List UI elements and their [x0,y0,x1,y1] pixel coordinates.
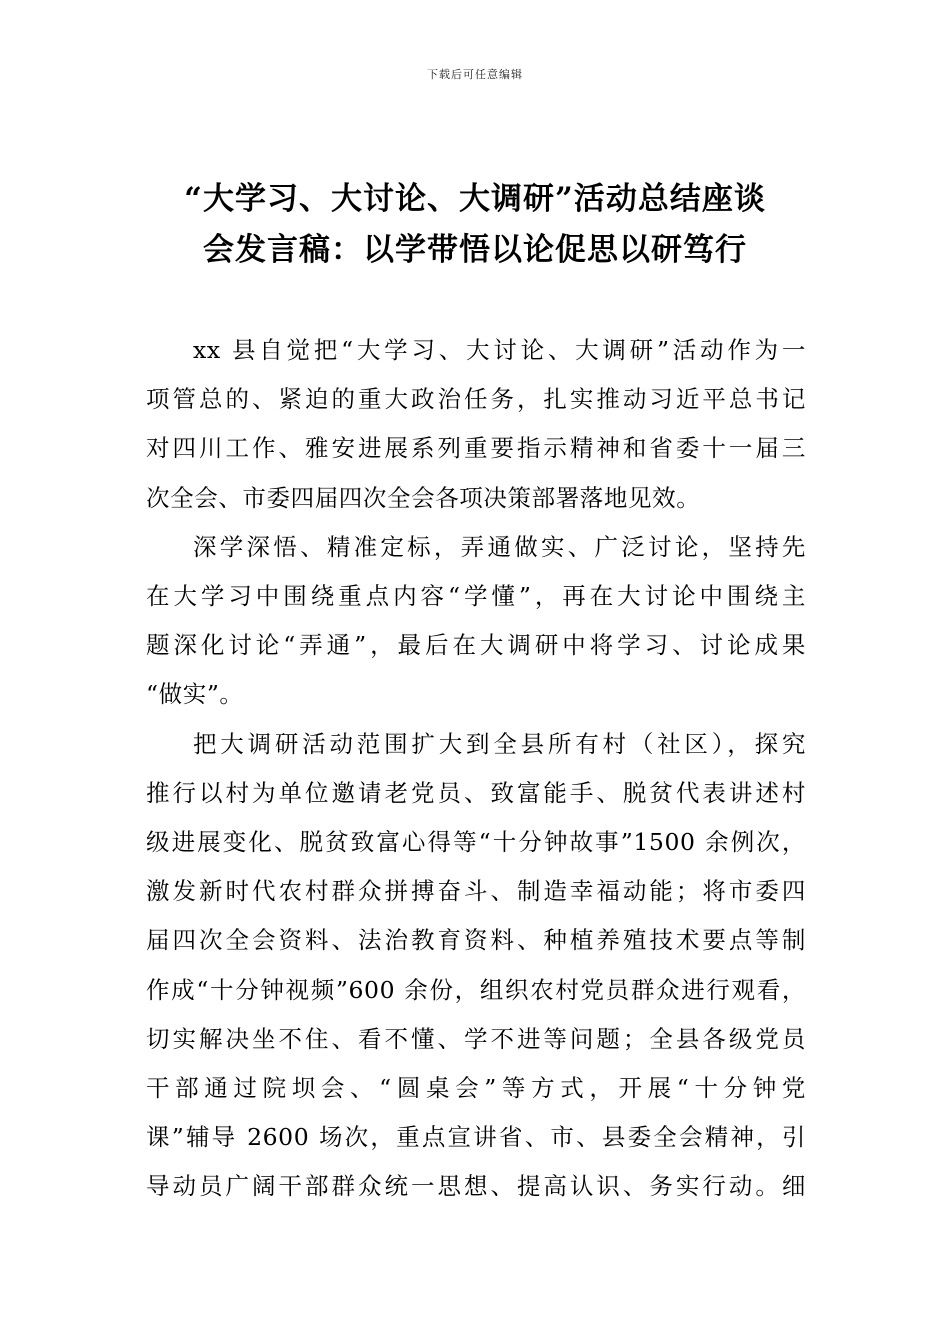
text-line: 级进展变化、脱贫致富心得等“十分钟故事”1500 余例次， [146,828,806,857]
text-line: 作成“十分钟视频”600 余份，组织农村党员群众进行观看， [146,975,806,1004]
text-line: 届四次全会资料、法治教育资料、种植养殖技术要点等制 [146,926,806,955]
title-line: 会发言稿：以学带悟以论促思以研笃行 [203,232,747,268]
paragraph [146,326,806,523]
text-line: 课”辅导 2600 场次，重点宣讲省、市、县委全会精神，引 [146,1123,806,1152]
text-line: 激发新时代农村群众拼搏奋斗、制造幸福动能；将市委四 [146,877,806,906]
text-line: 干部通过院坝会、“圆桌会”等方式，开展“十分钟党 [146,1074,806,1103]
paragraph [146,720,806,1212]
text-line: 切实解决坐不住、看不懂、学不进等问题；全县各级党员 [146,1024,806,1053]
document-title [140,174,810,276]
text-line: 把大调研活动范围扩大到全县所有村（社区），探究 [193,729,806,758]
text-line: 推行以村为单位邀请老党员、致富能手、脱贫代表讲述村 [146,778,806,807]
title-line: “大学习、大讨论、大调研”活动总结座谈 [184,181,766,217]
text-line: 导动员广阔干部群众统一思想、提高认识、务实行动。细 [146,1172,806,1201]
text-line: xx 县自觉把“大学习、大讨论、大调研”活动作为一 [193,336,806,364]
text-line: 对四川工作、雅安进展系列重要指示精神和省委十一届三 [146,434,806,463]
text-line: 深学深悟、精准定标，弄通做实、广泛讨论，坚持先 [193,532,806,561]
text-line: 项管总的、紧迫的重大政治任务，扎实推动习近平总书记 [146,385,806,414]
text-line: 在大学习中围绕重点内容“学懂”，再在大讨论中围绕主 [146,582,806,611]
text-line: “做实”。 [146,680,244,709]
header-note: 下载后可任意编辑 [427,68,523,81]
text-line: 题深化讨论“弄通”，最后在大调研中将学习、讨论成果 [146,631,806,660]
document-body [146,326,806,1212]
paragraph [146,523,806,720]
text-line: 次全会、市委四届四次全会各项决策部署落地见效。 [146,483,701,512]
